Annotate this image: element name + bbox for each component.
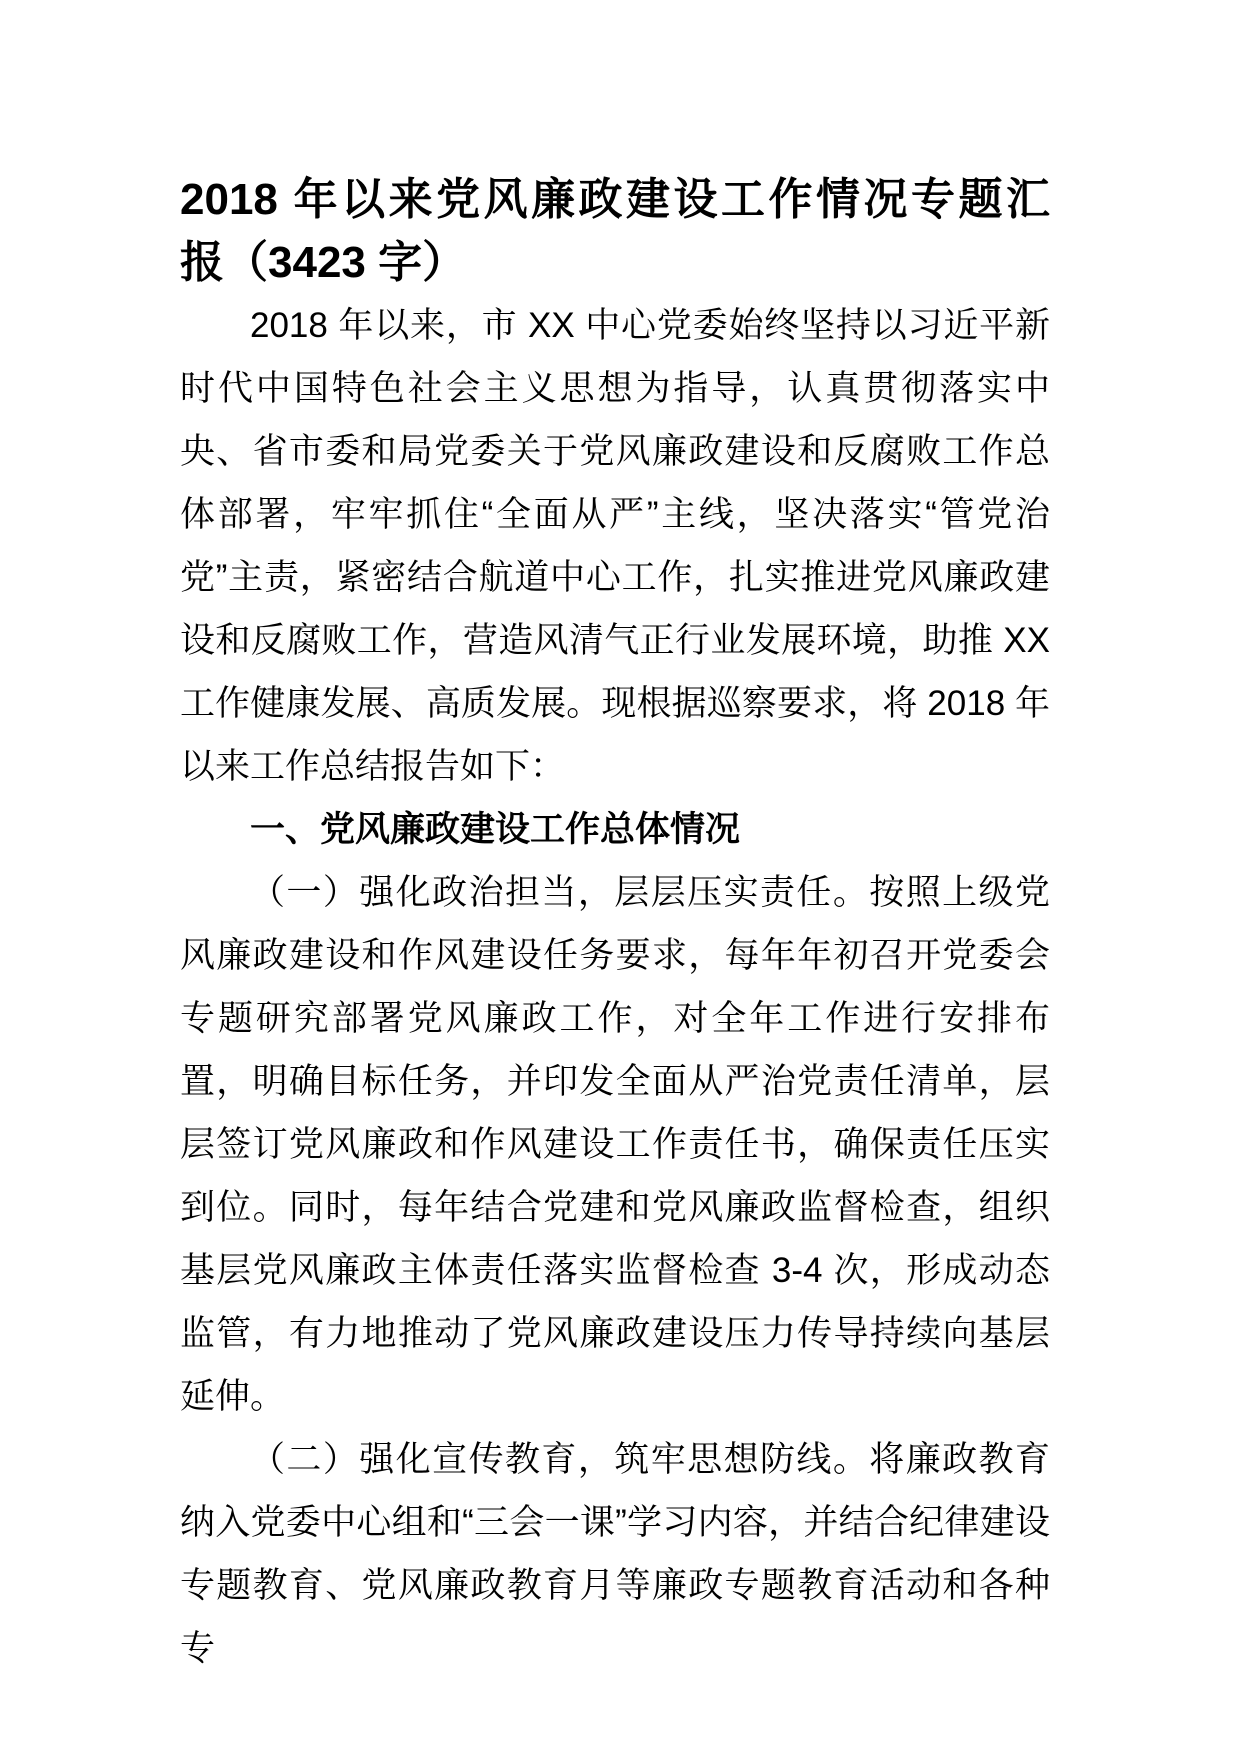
document-title-line-1: 2018 年以来党风廉政建设工作情况专题汇	[180, 175, 1050, 224]
paragraph-item-2: （二）强化宣传教育，筑牢思想防线。将廉政教育纳入党委中心组和“三会一课”学习内容，并结合纪律建设专题教育、党风廉政教育月等廉政专题教育活动和各种专	[180, 1440, 1050, 1668]
document-body	[180, 294, 1050, 1680]
paragraph-item-1: （一）强化政治担当，层层压实责任。按照上级党风廉政建设和作风建设任务要求，每年年初召开党委会专题研究部署党风廉政工作，对全年工作进行安排布置，明确目标任务，并印发全面从严治党责任清单，层层签订党风廉政和作风建设工作责任书，确保责任压实到位。同时，每年结合党建和党风廉政监督检查，组织基层党风廉政主体责任落实监督检查 3-4 次，形成动态监管，有力地推动了党风廉政建设压力传导持续向基层延伸。	[180, 873, 1050, 1416]
paragraph-intro: 2018 年以来，市 XX 中心党委始终坚持以习近平新时代中国特色社会主义思想为指导，认真贯彻落实中央、省市委和局党委关于党风廉政建设和反腐败工作总体部署，牢牢抓住“全面从严”主线，坚决落实“管党治党”主责，紧密结合航道中心工作，扎实推进党风廉政建设和反腐败工作，营造风清气正行业发展环境，助推 XX 工作健康发展、高质发展。现根据巡察要求，将 2018 年以来工作总结报告如下：	[180, 306, 1050, 786]
document-title-line-2: 报（3423 字）	[180, 238, 467, 287]
document-title	[180, 168, 1050, 294]
section-heading-1: 一、党风廉政建设工作总体情况	[250, 810, 741, 849]
